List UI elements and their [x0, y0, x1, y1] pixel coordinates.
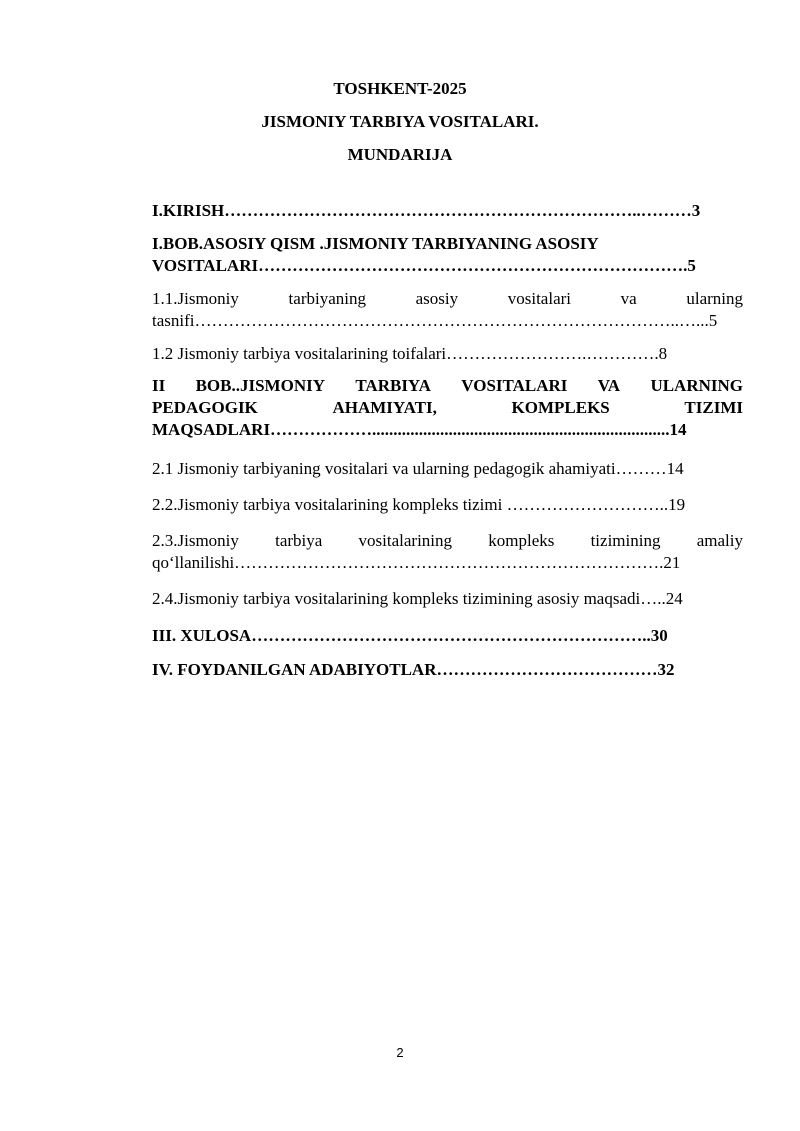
toc-entry-conclusion: III. XULOSA……………………………………………………………..30	[152, 626, 668, 645]
toc-entry-2-4: 2.4.Jismoniy tarbiya vositalarining kompleks tizimining asosiy maqsadi…..24	[152, 589, 683, 608]
toc-entry-chapter-1-line-1: I.BOB.ASOSIY QISM .JISMONIY TARBIYANING ASOSIY	[152, 234, 599, 253]
toc-word: II	[152, 376, 166, 395]
toc-word: ularning	[686, 289, 743, 308]
toc-entry-1-1-line-2: tasnifi…………………………………………………………………………..…...5	[152, 311, 718, 330]
toc-word: tarbiyaning	[288, 289, 366, 308]
toc-entry-2-3-line-1	[152, 530, 743, 552]
toc-word: asosiy	[415, 289, 459, 308]
toc-entry-2-2: 2.2.Jismoniy tarbiya vositalarining kompleks tizimi ………………………..19	[152, 495, 686, 514]
toc-entry-chapter-2-line-2	[152, 397, 743, 419]
toc-word: va	[620, 289, 637, 308]
toc-word: TIZIMI	[684, 398, 743, 417]
page-number: 2	[396, 1045, 404, 1060]
toc-word: PEDAGOGIK	[152, 398, 258, 417]
toc-word: AHAMIYATI,	[332, 398, 437, 417]
toc-entry-2-3-line-2: qo‘llanilishi………………………………………………………………….21	[152, 553, 681, 572]
toc-word: TARBIYA	[355, 376, 431, 395]
toc-entry-2-1: 2.1 Jismoniy tarbiyaning vositalari va ularning pedagogik ahamiyati………14	[152, 459, 684, 478]
toc-word: BOB..JISMONIY	[195, 376, 325, 395]
toc-entry-references: IV. FOYDANILGAN ADABIYOTLAR…………………………………32	[152, 660, 675, 679]
toc-word: 1.1.Jismoniy	[152, 289, 239, 308]
toc-entry-1-2: 1.2 Jismoniy tarbiya vositalarining toifalari…………………….………….8	[152, 344, 668, 363]
toc-entry-2-3	[152, 530, 743, 574]
toc-word: 2.3.Jismoniy	[152, 531, 239, 550]
toc-entry-chapter-2-line-3: MAQSADLARI………………......................................................................14	[152, 420, 687, 439]
toc-entry-chapter-2-line-1	[152, 375, 743, 397]
toc-word: VOSITALARI	[461, 376, 568, 395]
toc-word: tizimining	[590, 531, 661, 550]
toc-word: vositalari	[507, 289, 572, 308]
toc-entry-chapter-1-line-2: VOSITALARI………………………………………………………………….5	[152, 256, 696, 275]
document-title: JISMONIY TARBIYA VOSITALARI.	[261, 112, 539, 131]
toc-word: tarbiya	[275, 531, 323, 550]
toc-word: VA	[597, 376, 621, 395]
toc-entry-chapter-1	[152, 233, 743, 277]
toc-word: vositalarining	[358, 531, 453, 550]
city-year-heading: TOSHKENT-2025	[333, 79, 467, 98]
toc-entry-intro: I.KIRISH………………………………………………………………..………3	[152, 201, 701, 220]
toc-entry-chapter-2	[152, 375, 743, 441]
toc-word: amaliy	[696, 531, 743, 550]
toc-entry-1-1-line-1	[152, 288, 743, 310]
toc-word: KOMPLEKS	[511, 398, 610, 417]
contents-heading: MUNDARIJA	[347, 145, 453, 164]
toc-word: kompleks	[488, 531, 555, 550]
toc-word: ULARNING	[650, 376, 743, 395]
toc-entry-1-1	[152, 288, 743, 332]
